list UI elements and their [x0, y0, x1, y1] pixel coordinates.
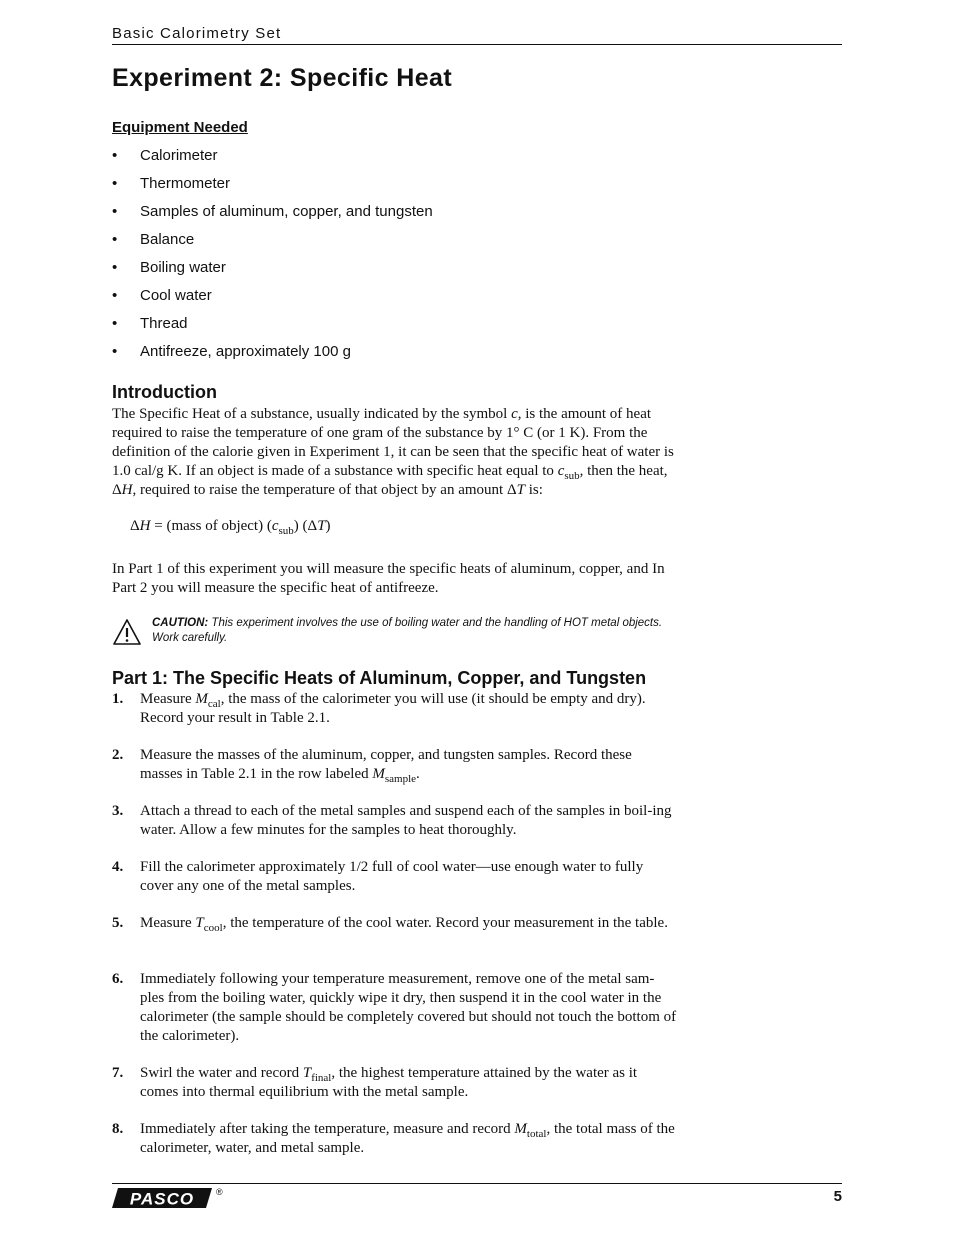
- subscript: cool: [203, 922, 223, 934]
- text-run: Measure the masses of the aluminum, copper, and tungsten samples. Record these masses in Table 2.1 in the row labeled: [140, 747, 632, 782]
- list-item: [112, 202, 433, 230]
- step-text: [140, 802, 677, 840]
- introduction-heading: Introduction: [112, 382, 217, 402]
- equipment-item: Balance: [140, 231, 195, 248]
- logo-text: PASCO: [129, 1189, 195, 1209]
- subscript: sample: [384, 773, 417, 785]
- step-6: [112, 970, 677, 1046]
- equipment-item: Antifreeze, approximately 100 g: [140, 343, 351, 360]
- symbol-c: c: [511, 406, 518, 422]
- text-run: ) (Δ: [293, 518, 318, 534]
- step-number: 5.: [112, 915, 124, 931]
- list-item: [112, 230, 433, 258]
- subscript: final: [311, 1072, 332, 1084]
- header-rule: [112, 44, 842, 45]
- step-text: [140, 746, 677, 784]
- step-5: [112, 914, 677, 933]
- delta-symbol: Δ: [130, 518, 140, 534]
- step-text: [140, 858, 677, 896]
- list-item: [112, 258, 433, 286]
- text-run: , the highest temperature attained by the water as it comes into thermal equilibrium with the metal sample.: [140, 1065, 638, 1100]
- variable: T: [195, 915, 204, 931]
- page-title: Experiment 2: Specific Heat: [112, 64, 453, 92]
- text-run: , the mass of the calorimeter you will use (it should be empty and dry). Record your result in Table 2.1.: [140, 691, 646, 726]
- step-text: [140, 970, 677, 1046]
- list-item: [112, 286, 433, 314]
- step-number: 2.: [112, 747, 124, 763]
- step-text: [140, 690, 677, 728]
- equipment-heading: Equipment Needed: [112, 119, 248, 136]
- subscript: total: [526, 1128, 547, 1140]
- variable: M: [372, 766, 385, 782]
- step-number: 1.: [112, 691, 124, 707]
- text-run: , is the amount of heat required to raise the temperature of one gram of the substance by 1° C (or 1 K). From the definition of the calorie given in Experiment 1, it can be seen that the specific heat of water is 1.0 cal/g K. If an object is made of a substance with specific heat equal to: [112, 406, 674, 479]
- symbol-t: T: [317, 518, 326, 534]
- equipment-item: Calorimeter: [140, 147, 218, 164]
- text-run: .: [416, 766, 420, 782]
- equipment-item: Cool water: [140, 287, 212, 304]
- symbol-h: H: [121, 482, 133, 498]
- text-run: Measure: [140, 691, 196, 707]
- subscript: cal: [207, 698, 221, 710]
- bullet: •: [112, 343, 118, 360]
- text-run: , the total mass of the calorimeter, water, and metal sample.: [140, 1121, 675, 1156]
- text-run: Measure: [140, 915, 196, 931]
- list-item: [112, 146, 433, 174]
- step-1: [112, 690, 677, 728]
- step-7: [112, 1064, 677, 1102]
- variable: M: [195, 691, 208, 707]
- bullet: •: [112, 231, 118, 248]
- text-run: The Specific Heat of a substance, usually indicated by the symbol: [112, 406, 512, 422]
- warning-triangle-icon: [112, 618, 142, 646]
- step-8: [112, 1120, 677, 1158]
- equipment-list: [112, 146, 433, 370]
- registered-mark: ®: [216, 1187, 223, 1197]
- bullet: •: [112, 259, 118, 276]
- page-number: 5: [833, 1188, 842, 1205]
- text-run: Fill the calorimeter approximately 1/2 full of cool water—use enough water to fully cover any one of the metal samples.: [140, 859, 644, 894]
- step-text: [140, 1120, 677, 1158]
- bullet: •: [112, 147, 118, 164]
- caution-text: This experiment involves the use of boiling water and the handling of HOT metal objects. Work carefully.: [152, 617, 663, 644]
- list-item: [112, 342, 433, 370]
- text-run: Swirl the water and record: [140, 1065, 303, 1081]
- step-text: [140, 1064, 677, 1102]
- text-run: , required to raise the temperature of that object by an amount Δ: [132, 482, 517, 498]
- equipment-item: Thermometer: [140, 175, 231, 192]
- running-header: Basic Calorimetry Set: [112, 25, 282, 42]
- footer-rule: [112, 1183, 842, 1184]
- introduction-paragraph: [112, 405, 682, 500]
- step-2: [112, 746, 677, 784]
- subscript: sub: [278, 525, 294, 537]
- step-number: 6.: [112, 971, 124, 987]
- step-4: [112, 858, 677, 896]
- text-run: Immediately following your temperature measurement, remove one of the metal sam-ples from the boiling water, quickly wipe it dry, then suspend it in the cool water in the calorimeter (the sample should be completely covered but should not touch the bottom of the calorimeter).: [140, 971, 677, 1044]
- step-3: [112, 802, 677, 840]
- symbol-c: c: [271, 518, 279, 534]
- bullet: •: [112, 287, 118, 304]
- equipment-item: Samples of aluminum, copper, and tungsten: [140, 203, 433, 220]
- text-run: , the temperature of the cool water. Record your measurement in the table.: [222, 915, 668, 931]
- text-run: = (mass of object) (: [150, 518, 272, 534]
- pasco-logo: [112, 1187, 212, 1209]
- subscript: sub: [564, 470, 580, 482]
- text-run: is:: [524, 482, 543, 498]
- step-number: 4.: [112, 859, 124, 875]
- heat-equation: [130, 517, 331, 536]
- equipment-item: Thread: [140, 315, 188, 332]
- equipment-item: Boiling water: [140, 259, 226, 276]
- list-item: [112, 174, 433, 202]
- variable: M: [514, 1121, 527, 1137]
- caution-note: [152, 616, 672, 646]
- text-run: Attach a thread to each of the metal samples and suspend each of the samples in boil-ing water. Allow a few minutes for the samples to heat thoroughly.: [140, 803, 672, 838]
- symbol-h: H: [139, 518, 151, 534]
- step-number: 3.: [112, 803, 124, 819]
- text-run: , then the heat, Δ: [112, 463, 668, 498]
- introduction-paragraph-2: In Part 1 of this experiment you will measure the specific heats of aluminum, copper, and In Part 2 you will measure the specific heat of antifreeze.: [112, 561, 665, 596]
- part1-heading: Part 1: The Specific Heats of Aluminum, Copper, and Tungsten: [112, 668, 647, 688]
- step-text: [140, 914, 677, 933]
- bullet: •: [112, 203, 118, 220]
- list-item: [112, 314, 433, 342]
- caution-label: CAUTION:: [152, 617, 209, 629]
- symbol-c: c: [557, 463, 565, 479]
- text-run: Immediately after taking the temperature, measure and record: [140, 1121, 515, 1137]
- text-run: ): [325, 518, 331, 534]
- bullet: •: [112, 175, 118, 192]
- step-number: 8.: [112, 1121, 124, 1137]
- symbol-t: T: [516, 482, 525, 498]
- variable: T: [302, 1065, 312, 1081]
- step-number: 7.: [112, 1065, 124, 1081]
- bullet: •: [112, 315, 118, 332]
